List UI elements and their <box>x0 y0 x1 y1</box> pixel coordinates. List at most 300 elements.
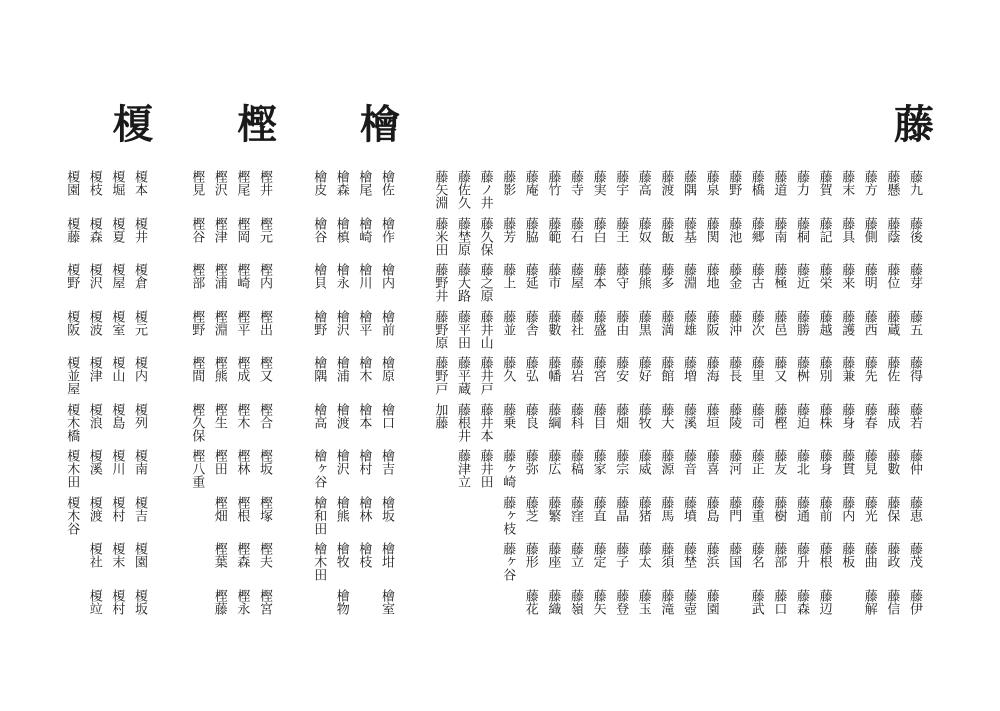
surname-entry: 藤正 <box>748 449 764 475</box>
surname-entry: 榎川 <box>109 449 125 475</box>
surname-entry: 檜貝 <box>311 263 327 289</box>
surname-entry: 榎村 <box>109 495 125 522</box>
surname-entry: 藤泉 <box>703 170 719 196</box>
surname-entry: 樫見 <box>189 170 205 196</box>
surname-entry: 檜枝 <box>356 542 372 568</box>
surname-entry: 藤米田 <box>432 216 448 256</box>
surname-entry: 藤来 <box>839 263 855 289</box>
surname-entry: 藤石 <box>568 216 583 243</box>
name-column <box>474 170 496 496</box>
surname-entry: 藤国 <box>726 542 742 568</box>
surname-entry: 藤牧 <box>635 402 651 429</box>
surname-entry: 藤賀 <box>816 170 832 196</box>
surname-entry: 榎吉 <box>132 495 147 522</box>
name-column <box>519 170 541 635</box>
surname-entry: 藤平田 <box>455 309 470 349</box>
surname-entry: 藤野井 <box>432 263 448 302</box>
surname-entry: 藤之原 <box>477 263 493 302</box>
surname-entry: 藤方 <box>861 170 877 196</box>
surname-entry: 檜原 <box>379 356 394 382</box>
surname-entry: 藤若 <box>907 402 922 429</box>
surname-entry: 藤畑 <box>613 402 629 429</box>
surname-entry: 樫田 <box>211 449 227 475</box>
surname-entry: 檜皮 <box>311 170 327 196</box>
surname-entry: 藤墳 <box>681 495 696 522</box>
surname-entry: 藤又 <box>771 356 787 382</box>
surname-entry: 藤茂 <box>907 542 922 568</box>
surname-entry: 藤井山 <box>477 309 493 349</box>
surname-entry: 藤金 <box>726 263 742 289</box>
surname-entry: 藤目 <box>590 402 606 429</box>
surname-entry: 樫尾 <box>234 170 250 196</box>
surname-entry: 檜本 <box>356 402 372 429</box>
surname-entry: 藤稿 <box>568 449 583 475</box>
surname-entry: 藤名 <box>748 542 764 568</box>
surname-entry: 藤立 <box>568 542 583 568</box>
surname-entry: 藤保 <box>884 495 900 522</box>
surname-entry: 藤井田 <box>477 449 493 488</box>
surname-entry: 藤芳 <box>500 216 516 243</box>
surname-entry: 榎内 <box>132 356 147 382</box>
surname-entry: 檜槙 <box>333 216 349 243</box>
surname-entry: 藤佐 <box>884 356 900 382</box>
surname-entry: 藤ヶ崎 <box>500 449 516 488</box>
surname-entry: 藤得 <box>907 356 922 382</box>
surname-entry: 藤音 <box>681 449 696 475</box>
surname-entry: 榎島 <box>109 402 125 429</box>
surname-entry: 檜坩 <box>379 542 394 568</box>
surname-entry: 藤芽 <box>907 263 922 289</box>
surname-entry: 藤別 <box>816 356 832 382</box>
surname-entry: 藤飯 <box>658 216 674 243</box>
name-column <box>105 170 127 635</box>
surname-entry: 樫沢 <box>211 170 227 196</box>
surname-entry: 藤宇 <box>613 170 629 196</box>
surname-entry: 藤馬 <box>658 495 674 522</box>
surname-entry: 榎波 <box>86 309 102 336</box>
surname-entry: 藤多 <box>658 263 674 289</box>
surname-entry: 檜崎 <box>356 216 372 243</box>
name-column <box>185 170 207 496</box>
surname-entry: 藤光 <box>861 495 877 522</box>
surname-entry: 榎枝 <box>86 170 102 196</box>
surname-entry: 樫根 <box>234 495 250 522</box>
surname-entry: 藤芝 <box>522 495 538 522</box>
surname-entry: 藤栄 <box>816 263 832 289</box>
surname-entry: 藤護 <box>839 309 855 336</box>
surname-entry: 藤樫 <box>771 402 787 429</box>
surname-entry: 藤海 <box>703 356 719 382</box>
name-column <box>587 170 609 635</box>
surname-entry: 樫井 <box>257 170 272 196</box>
surname-entry: 樫浦 <box>211 263 227 289</box>
surname-entry: 藤寺 <box>568 170 583 196</box>
surname-entry: 藤白 <box>590 216 606 243</box>
surname-entry: 檜木田 <box>311 542 327 581</box>
surname-entry: 藤熊 <box>635 263 651 289</box>
surname-entry: 榎園 <box>64 170 80 196</box>
surname-entry: 藤島 <box>703 495 719 522</box>
surname-entry: 藤佐久 <box>455 170 470 209</box>
surname-entry: 藤友 <box>771 449 787 475</box>
surname-entry: 藤大路 <box>455 263 470 302</box>
name-column <box>83 170 105 635</box>
surname-entry: 加藤 <box>432 402 448 429</box>
surname-entry: 檜作 <box>379 216 394 243</box>
surname-entry: 藤桐 <box>794 216 809 243</box>
surname-entry: 藤基 <box>681 216 696 243</box>
surname-entry: 檜前 <box>379 309 394 336</box>
surname-entry: 藤勝 <box>794 309 809 336</box>
surname-entry: 藤大 <box>658 402 674 429</box>
surname-entry: 榎末 <box>109 542 125 568</box>
surname-entry: 樫久保 <box>189 402 205 442</box>
surname-entry: 藤猪 <box>635 495 651 522</box>
name-column <box>330 170 352 635</box>
surname-entry: 藤関 <box>703 216 719 243</box>
surname-entry: 藤隅 <box>681 170 696 196</box>
surname-entry: 榎浪 <box>86 402 102 429</box>
surname-entry: 藤宗 <box>613 449 629 475</box>
surname-entry: 藤直 <box>590 495 606 522</box>
surname-entry: 藤野原 <box>432 309 448 349</box>
surname-entry: 藤威 <box>635 449 651 475</box>
surname-entry: 藤喜 <box>703 449 719 475</box>
surname-entry: 檜林 <box>356 495 372 522</box>
surname-entry: 檜谷 <box>311 216 327 243</box>
surname-entry: 榎元 <box>132 309 147 336</box>
surname-entry: 藤平蔵 <box>455 356 470 395</box>
surname-entry: 藤根 <box>816 542 832 568</box>
surname-entry: 榎園 <box>132 542 147 568</box>
surname-entry: 樫永 <box>234 588 250 615</box>
surname-entry: 藤後 <box>907 216 922 243</box>
surname-entry: 榎並屋 <box>64 356 80 395</box>
surname-entry: 藤窪 <box>568 495 583 522</box>
surname-entry: 榎阪 <box>64 309 80 336</box>
surname-entry: 藤ヶ枝 <box>500 495 516 535</box>
surname-entry: 榎夏 <box>109 216 125 243</box>
surname-entry: 藤西 <box>861 309 877 336</box>
surname-entry: 藤陵 <box>726 402 742 429</box>
surname-entry: 藤懸 <box>884 170 900 196</box>
surname-entry: 藤高 <box>635 170 651 196</box>
surname-entry: 藤桝 <box>794 356 809 382</box>
name-column <box>428 170 450 449</box>
surname-entry: 藤社 <box>568 309 583 336</box>
surname-entry: 藤仲 <box>907 449 922 475</box>
surname-entry: 檜沢 <box>333 309 349 336</box>
name-column <box>230 170 252 635</box>
name-column <box>903 170 925 635</box>
surname-entry: 藤先 <box>861 356 877 382</box>
surname-entry: 榎倉 <box>132 263 147 289</box>
surname-entry: 藤極 <box>771 263 787 289</box>
surname-entry: 藤屋 <box>568 263 583 289</box>
surname-entry: 藤淵 <box>681 263 696 289</box>
surname-entry: 樫出 <box>257 309 272 336</box>
surname-entry: 藤岩 <box>568 356 583 382</box>
name-column <box>813 170 835 635</box>
surname-entry: 藤迫 <box>794 402 809 429</box>
name-column <box>208 170 230 635</box>
name-column <box>253 170 275 635</box>
surname-entry: 藤政 <box>884 542 900 568</box>
surname-entry: 檜木 <box>356 356 372 382</box>
surname-entry: 藤形 <box>522 542 538 568</box>
surname-entry: 榎村 <box>109 588 125 615</box>
name-column <box>609 170 631 635</box>
surname-entry: 藤池 <box>726 216 742 243</box>
surname-entry: 檜室 <box>379 588 394 615</box>
surname-entry: 藤安 <box>613 356 629 382</box>
surname-entry: 榎堀 <box>109 170 125 196</box>
surname-entry: 檜ヶ谷 <box>311 449 327 488</box>
surname-entry: 檜口 <box>379 402 394 429</box>
surname-entry: 榎坂 <box>132 588 147 615</box>
surname-entry: 檜内 <box>379 263 394 289</box>
surname-entry: 藤記 <box>816 216 832 243</box>
surname-entry: 藤久 <box>500 356 516 382</box>
surname-entry: 榎木橋 <box>64 402 80 442</box>
surname-entry: 檜永 <box>333 263 349 289</box>
surname-entry: 樫林 <box>234 449 250 475</box>
surname-entry: 藤成 <box>884 402 900 429</box>
surname-entry: 榎室 <box>109 309 125 336</box>
name-column <box>496 170 518 589</box>
name-column <box>564 170 586 635</box>
surname-entry: 榎屋 <box>109 263 125 289</box>
surname-entry: 藤実 <box>590 170 606 196</box>
surname-entry: 藤辺 <box>816 588 832 615</box>
surname-entry: 藤里 <box>748 356 764 382</box>
surname-entry: 藤須 <box>658 542 674 568</box>
surname-entry: 藤王 <box>613 216 629 243</box>
surname-entry: 檜野 <box>311 309 327 336</box>
surname-entry: 藤館 <box>658 356 674 382</box>
section-heading-enoki: 榎 <box>113 101 153 148</box>
surname-entry: 藤蔭 <box>884 216 900 243</box>
surname-entry: 藤広 <box>545 449 561 475</box>
surname-entry: 藤弘 <box>522 356 538 382</box>
name-column <box>880 170 902 635</box>
surname-entry: 藤太 <box>635 542 651 568</box>
surname-entry: 藤五 <box>907 309 922 336</box>
surname-entry: 檜川 <box>356 263 372 289</box>
name-column <box>352 170 374 589</box>
surname-entry: 藤伊 <box>907 588 922 615</box>
section-heading-kashi: 樫 <box>237 101 277 148</box>
surname-entry: 藤森 <box>794 588 809 615</box>
surname-entry: 藤渡 <box>658 170 674 196</box>
surname-entry: 藤長 <box>726 356 742 382</box>
surname-entry: 藤道 <box>771 170 787 196</box>
surname-entry: 榎野 <box>64 263 80 289</box>
surname-entry: 藤好 <box>635 356 651 382</box>
surname-entry: 檜熊 <box>333 495 349 522</box>
surname-entry: 榎渡 <box>86 495 102 522</box>
surname-entry: 藤乗 <box>500 402 516 429</box>
surname-entry: 樫元 <box>257 216 272 243</box>
surname-entry: 藤花 <box>522 588 538 615</box>
surname-entry: 榎沢 <box>86 263 102 289</box>
surname-entry: 藤増 <box>681 356 696 382</box>
surname-entry: 藤口 <box>771 588 787 615</box>
surname-entry: 榎木田 <box>64 449 80 488</box>
surname-entry: 藤橋 <box>748 170 764 196</box>
surname-entry: 樫又 <box>257 356 272 382</box>
surname-entry: 藤並 <box>500 309 516 336</box>
surname-entry: 樫野 <box>189 309 205 336</box>
surname-entry: 藤數 <box>545 309 561 336</box>
surname-entry: 榎溪 <box>86 449 102 475</box>
section-heading-hinoki: 檜 <box>360 101 400 148</box>
surname-entry: 藤影 <box>500 170 516 196</box>
surname-entry: 藤脇 <box>522 216 538 243</box>
surname-entry: 藤貫 <box>839 449 855 475</box>
surname-entry: 榎社 <box>86 542 102 568</box>
name-column <box>128 170 150 635</box>
name-column <box>375 170 397 635</box>
surname-entry: 藤重 <box>748 495 764 522</box>
surname-entry: 藤恵 <box>907 495 922 522</box>
surname-entry: 藤埜原 <box>455 216 470 256</box>
section-heading-fuji: 藤 <box>894 101 934 148</box>
name-column <box>745 170 767 635</box>
surname-entry: 藤上 <box>500 263 516 289</box>
surname-entry: 藤側 <box>861 216 877 243</box>
surname-entry: 藤本 <box>590 263 606 289</box>
surname-entry: 榎本 <box>132 170 147 196</box>
surname-entry: 藤舎 <box>522 309 538 336</box>
surname-entry: 藤垣 <box>703 402 719 429</box>
surname-entry: 樫八重 <box>189 449 205 488</box>
surname-entry: 檜浦 <box>333 356 349 382</box>
surname-entry: 檜佐 <box>379 170 394 196</box>
name-column <box>60 170 82 542</box>
surname-entry: 藤九 <box>907 170 922 196</box>
surname-entry: 樫畑 <box>211 495 227 522</box>
surname-entry: 藤前 <box>816 495 832 522</box>
surname-entry: 藤末 <box>839 170 855 196</box>
surname-entry: 藤壺 <box>681 588 696 615</box>
surname-entry: 藤良 <box>522 402 538 429</box>
surname-entry: 榎森 <box>86 216 102 243</box>
surname-entry: 藤北 <box>794 449 809 475</box>
surname-entry: 藤子 <box>613 542 629 568</box>
surname-entry: 榎井 <box>132 216 147 243</box>
name-column <box>835 170 857 589</box>
surname-entry: 藤守 <box>613 263 629 289</box>
surname-entry: 藤滝 <box>658 588 674 615</box>
surname-entry: 榎列 <box>132 402 147 429</box>
name-column <box>541 170 563 635</box>
surname-entry: 藤ヶ谷 <box>500 542 516 581</box>
surname-entry: 藤次 <box>748 309 764 336</box>
surname-entry: 藤數 <box>884 449 900 475</box>
name-column <box>307 170 329 589</box>
surname-entry: 藤明 <box>861 263 877 289</box>
surname-entry: 藤近 <box>794 263 809 289</box>
surname-entry: 樫淵 <box>211 309 227 336</box>
surname-entry: 藤久保 <box>477 216 493 256</box>
surname-entry: 榎津 <box>86 356 102 382</box>
surname-entry: 藤具 <box>839 216 855 243</box>
surname-entry: 藤弥 <box>522 449 538 475</box>
surname-entry: 藤野 <box>726 170 742 196</box>
surname-entry: 藤武 <box>748 588 764 615</box>
surname-entry: 藤嶺 <box>568 588 583 615</box>
name-column <box>700 170 722 635</box>
surname-entry: 樫夫 <box>257 542 272 568</box>
surname-entry: 檜物 <box>333 588 349 615</box>
surname-entry: 檜森 <box>333 170 349 196</box>
surname-entry: 藤浜 <box>703 542 719 568</box>
surname-entry: 樫藤 <box>211 588 227 615</box>
surname-entry: 樫崎 <box>234 263 250 289</box>
surname-entry: 藤升 <box>794 542 809 568</box>
surname-entry: 檜和田 <box>311 495 327 535</box>
surname-entry: 藤河 <box>726 449 742 475</box>
surname-entry: 樫森 <box>234 542 250 568</box>
surname-entry: 藤井本 <box>477 402 493 442</box>
surname-entry: 榎木谷 <box>64 495 80 535</box>
name-column <box>654 170 676 635</box>
surname-entry: 藤科 <box>568 402 583 429</box>
surname-entry: 榎藤 <box>64 216 80 243</box>
surname-entry: 藤位 <box>884 263 900 289</box>
surname-entry: 藤兼 <box>839 356 855 382</box>
surname-entry: 藤井戸 <box>477 356 493 395</box>
surname-entry: 樫部 <box>189 263 205 289</box>
name-column <box>677 170 699 635</box>
surname-entry: 藤通 <box>794 495 809 522</box>
surname-entry: 藤繁 <box>545 495 561 522</box>
surname-entry: 樫熊 <box>211 356 227 382</box>
surname-entry: 藤見 <box>861 449 877 475</box>
surname-entry: 樫宮 <box>257 588 272 615</box>
surname-entry: 檜高 <box>311 402 327 429</box>
surname-entry: 藤座 <box>545 542 561 568</box>
surname-entry: 藤竹 <box>545 170 561 196</box>
surname-entry: 藤曲 <box>861 542 877 568</box>
surname-entry: 藤解 <box>861 588 877 615</box>
name-column <box>722 170 744 589</box>
surname-entry: 樫平 <box>234 309 250 336</box>
surname-entry: 藤黒 <box>635 309 651 336</box>
surname-entry: 藤板 <box>839 542 855 568</box>
surname-entry: 樫成 <box>234 356 250 382</box>
surname-entry: 樫岡 <box>234 216 250 243</box>
surname-entry: 藤越 <box>816 309 832 336</box>
name-column <box>767 170 789 635</box>
surname-entry: 藤地 <box>703 263 719 289</box>
surname-entry: 藤矢 <box>590 588 606 615</box>
surname-entry: 檜沢 <box>333 449 349 475</box>
surname-entry: 檜坂 <box>379 495 394 522</box>
surname-entry: 藤由 <box>613 309 629 336</box>
surname-entry: 樫塚 <box>257 495 272 522</box>
surname-entry: 藤邑 <box>771 309 787 336</box>
surname-entry: 樫生 <box>211 402 227 429</box>
surname-entry: 藤司 <box>748 402 764 429</box>
surname-entry: 藤満 <box>658 309 674 336</box>
surname-entry: 藤郷 <box>748 216 764 243</box>
surname-entry: 藤身 <box>839 402 855 429</box>
surname-entry: 藤野戸 <box>432 356 448 395</box>
name-column <box>790 170 812 635</box>
name-column <box>632 170 654 635</box>
